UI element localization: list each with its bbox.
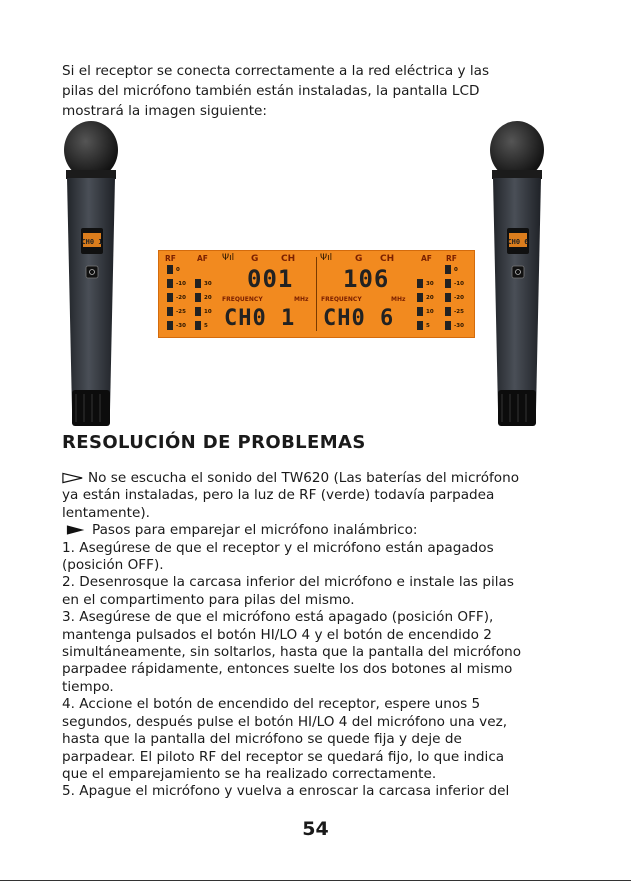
body-line-text: Pasos para emparejar el micrófono inalámbrico: — [92, 522, 418, 539]
rf-meter-bar — [167, 321, 173, 330]
body-line: 2. Desenrosque la carcasa inferior del micrófono e instale las pilas — [62, 574, 514, 591]
lcd-left-mhz-label: MHz — [294, 296, 309, 303]
body-line: parpadear. El piloto RF del receptor se quedará fijo, lo que indica — [62, 748, 505, 765]
troubleshooting-body — [62, 470, 582, 801]
section-heading: RESOLUCIÓN DE PROBLEMAS — [62, 432, 366, 453]
lcd-right-channel-name: CH0 6 — [323, 306, 395, 331]
lcd-right-af-label: AF — [421, 254, 432, 263]
body-line-text: No se escucha el sonido del TW620 (Las baterías del micrófono — [88, 470, 520, 486]
body-line: 5. Apague el micrófono y vuelva a enroscar la carcasa inferior del — [62, 783, 510, 800]
body-line — [62, 470, 582, 487]
lcd-left-rf-label: RF — [165, 254, 176, 263]
lcd-right-frequency-label: FREQUENCY — [321, 296, 362, 303]
rf-tick: -20 — [454, 295, 464, 301]
rf-meter-bar — [167, 293, 173, 302]
rf-meter-bar — [167, 265, 173, 274]
body-line: 4. Accione el botón de encendido del receptor, espere unos 5 — [62, 696, 481, 713]
mic-right-display-text: CH0 6 — [507, 238, 529, 246]
af-tick: 20 — [426, 295, 434, 301]
body-line — [62, 522, 582, 539]
rf-meter-bar — [445, 279, 451, 288]
af-tick: 30 — [426, 281, 434, 287]
body-line: tiempo. — [62, 678, 114, 695]
af-tick: 30 — [204, 281, 212, 287]
af-meter-bar — [417, 307, 423, 316]
af-meter-bar — [417, 293, 423, 302]
rf-meter-bar — [445, 307, 451, 316]
body-line: hasta que la pantalla del micrófono se quede fija y deje de — [62, 731, 462, 748]
antenna-icon: Ψıl — [222, 253, 235, 263]
lcd-divider — [316, 257, 317, 331]
af-meter-bar — [195, 321, 201, 330]
lcd-left-channel-number: 001 — [247, 265, 294, 293]
body-line: ya están instaladas, pero la luz de RF (verde) todavía parpadea — [62, 487, 495, 504]
rf-tick: 0 — [454, 267, 458, 273]
mic-left-display-text: CH0 1 — [81, 238, 103, 246]
body-line: 3. Asegúrese de que el micrófono está apagado (posición OFF), — [62, 609, 494, 626]
af-tick: 5 — [426, 323, 430, 329]
af-tick: 5 — [204, 323, 208, 329]
body-line: simultáneamente, sin soltarlos, hasta que la pantalla del micrófono — [62, 644, 522, 661]
af-tick: 20 — [204, 295, 212, 301]
rf-meter-bar — [167, 279, 173, 288]
body-line: parpadee rápidamente, entonces suelte los dos botones al mismo — [62, 661, 513, 678]
rf-tick: -25 — [176, 309, 186, 315]
lcd-left-channel-name: CH0 1 — [224, 306, 296, 331]
af-meter-bar — [417, 321, 423, 330]
body-line: que el emparejamiento se ha realizado correctamente. — [62, 765, 437, 782]
body-line: (posición OFF). — [62, 557, 164, 574]
rf-tick: -30 — [176, 323, 186, 329]
microphone-left-image — [60, 120, 122, 426]
body-line: lentamente). — [62, 504, 150, 521]
rf-tick: -20 — [176, 295, 186, 301]
antenna-icon: Ψıl — [320, 253, 333, 263]
af-meter-bar — [195, 293, 201, 302]
rf-tick: -30 — [454, 323, 464, 329]
lcd-left-af-label: AF — [197, 254, 208, 263]
lcd-right-channel-number: 106 — [343, 265, 390, 293]
body-line: en el compartimento para pilas del mismo. — [62, 591, 355, 608]
af-meter-bar — [417, 279, 423, 288]
rf-tick: 0 — [176, 267, 180, 273]
body-line: mantenga pulsados el botón HI/LO 4 y el botón de encendido 2 — [62, 626, 492, 643]
outline-arrow-icon — [62, 472, 84, 484]
lcd-left-g-label: G — [251, 254, 259, 264]
filled-arrow-icon — [66, 524, 88, 536]
lcd-right-mhz-label: MHz — [391, 296, 406, 303]
body-line: 1. Asegúrese de que el receptor y el micrófono están apagados — [62, 539, 494, 556]
af-tick: 10 — [426, 309, 434, 315]
intro-line: pilas del micrófono también están instaladas, la pantalla LCD — [62, 83, 480, 99]
lcd-right-ch-label: CH — [380, 254, 395, 264]
rf-meter-bar — [167, 307, 173, 316]
body-line: segundos, después pulse el botón HI/LO 4 del micrófono una vez, — [62, 713, 508, 730]
lcd-left-ch-label: CH — [281, 254, 296, 264]
rf-tick: -25 — [454, 309, 464, 315]
lcd-left-frequency-label: FREQUENCY — [222, 296, 263, 303]
rf-meter-bar — [445, 321, 451, 330]
page-number: 54 — [302, 818, 329, 840]
lcd-right-g-label: G — [355, 254, 363, 264]
af-meter-bar — [195, 279, 201, 288]
microphone-right-image — [486, 120, 548, 426]
rf-meter-bar — [445, 265, 451, 274]
intro-paragraph — [62, 61, 582, 121]
intro-line: mostrará la imagen siguiente: — [62, 103, 267, 119]
receiver-lcd-display — [158, 250, 475, 338]
af-meter-bar — [195, 307, 201, 316]
af-tick: 10 — [204, 309, 212, 315]
rf-tick: -10 — [454, 281, 464, 287]
lcd-right-rf-label: RF — [446, 254, 457, 263]
bottom-rule — [0, 880, 631, 881]
rf-meter-bar — [445, 293, 451, 302]
intro-line: Si el receptor se conecta correctamente a la red eléctrica y las — [62, 63, 490, 79]
rf-tick: -10 — [176, 281, 186, 287]
